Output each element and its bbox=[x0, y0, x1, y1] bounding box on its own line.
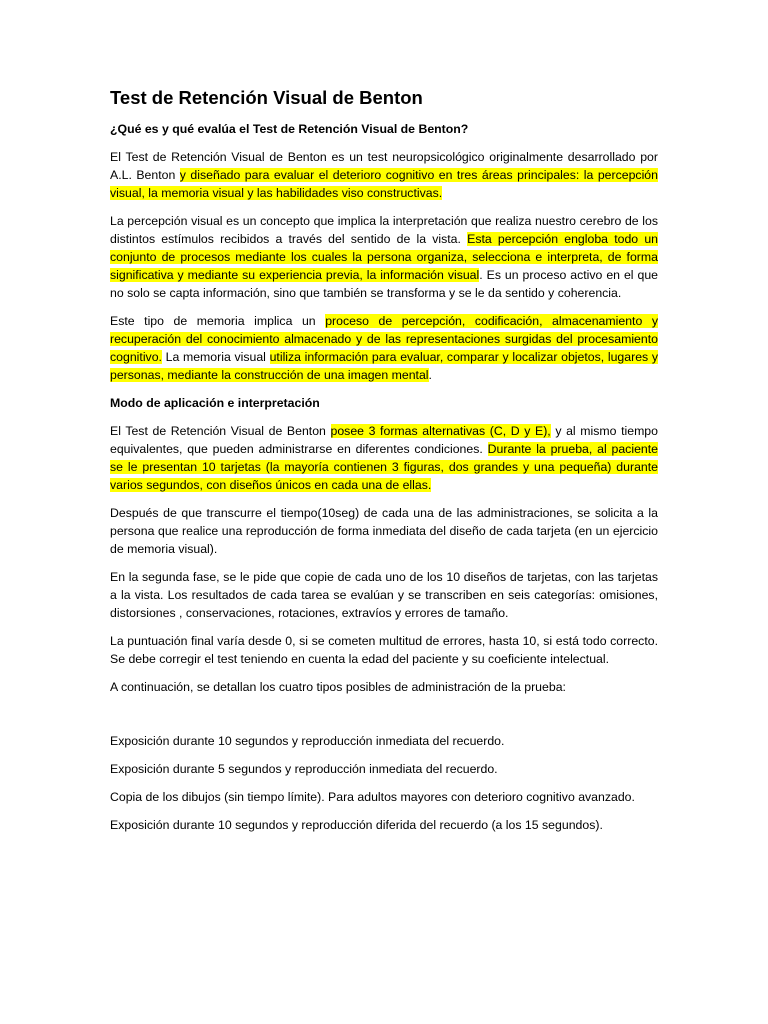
highlighted-text: utiliza información para evaluar, comparar y localizar objetos, lugares y personas, mediante la construcción de una imagen mental bbox=[110, 350, 658, 382]
highlighted-text: posee 3 formas alternativas (C, D y E), bbox=[330, 424, 551, 438]
highlighted-text: Durante la prueba, al paciente se le presentan 10 tarjetas (la mayoría contienen 3 figuras, dos grandes y una pequeña) durante varios segundos, con diseños únicos en cada una de ellas. bbox=[110, 442, 658, 492]
paragraph-visual-perception bbox=[110, 212, 658, 302]
paragraph-text: La percepción visual es un concepto que implica la interpretación que realiza nuestro cerebro de los distintos estímulos recibidos a través del sentido de la vista. bbox=[110, 214, 658, 246]
section-heading-application: Modo de aplicación e interpretación bbox=[110, 396, 320, 410]
highlighted-text: y diseñado para evaluar el deterioro cognitivo en tres áreas principales: la percepción visual, la memoria visual y las habilidades viso constructivas. bbox=[110, 168, 658, 200]
paragraph-scoring: La puntuación final varía desde 0, si se cometen multitud de errores, hasta 10, si está todo correcto. Se debe corregir el test teniendo en cuenta la edad del paciente y su coeficiente intelectual. bbox=[110, 634, 658, 666]
blank-space bbox=[110, 706, 658, 732]
paragraph-text: Este tipo de memoria implica un bbox=[110, 314, 326, 328]
paragraph-text: El Test de Retención Visual de Benton bbox=[110, 424, 331, 438]
highlighted-text: proceso de percepción, codificación, almacenamiento y recuperación del conocimiento almacenado y de las representaciones surgidas del procesamiento cognitivo. bbox=[110, 314, 658, 364]
paragraph-text: . Es un proceso activo en el que no solo se capta información, sino que también se transforma y se le da sentido y coherencia. bbox=[110, 268, 658, 300]
administration-type-item: Exposición durante 5 segundos y reproducción inmediata del recuerdo. bbox=[110, 762, 498, 776]
paragraph-forms bbox=[110, 422, 658, 494]
administration-type-item: Exposición durante 10 segundos y reproducción inmediata del recuerdo. bbox=[110, 734, 505, 748]
highlighted-text: Esta percepción engloba todo un conjunto de procesos mediante los cuales la persona organiza, selecciona e interpreta, de forma significativa y mediante su experiencia previa, la información visual bbox=[110, 232, 658, 282]
section-heading-what-is: ¿Qué es y qué evalúa el Test de Retención Visual de Benton? bbox=[110, 122, 469, 136]
paragraph-text: y al mismo tiempo equivalentes, que pueden administrarse en diferentes condiciones. bbox=[110, 424, 658, 456]
paragraph-administration-intro: A continuación, se detallan los cuatro tipos posibles de administración de la prueba: bbox=[110, 680, 566, 694]
administration-type-item: Copia de los dibujos (sin tiempo límite). Para adultos mayores con deterioro cognitivo avanzado. bbox=[110, 790, 635, 804]
paragraph-intro bbox=[110, 148, 658, 202]
paragraph-visual-memory bbox=[110, 312, 658, 384]
paragraph-text: La memoria visual bbox=[161, 350, 270, 364]
paragraph-text: . bbox=[428, 368, 432, 382]
paragraph-reproduction: Después de que transcurre el tiempo(10seg) de cada una de las administraciones, se solicita a la persona que realice una reproducción de forma inmediata del diseño de cada tarjeta (en un ejercicio de memoria visual). bbox=[110, 506, 658, 556]
document-page bbox=[110, 86, 658, 844]
administration-type-item: Exposición durante 10 segundos y reproducción diferida del recuerdo (a los 15 segundos). bbox=[110, 818, 603, 832]
page-title: Test de Retención Visual de Benton bbox=[110, 87, 423, 108]
paragraph-text: El Test de Retención Visual de Benton es un test neuropsicológico originalmente desarrollado por A.L. Benton bbox=[110, 150, 658, 182]
paragraph-second-phase: En la segunda fase, se le pide que copie de cada uno de los 10 diseños de tarjetas, con las tarjetas a la vista. Los resultados de cada tarea se evalúan y se transcriben en seis categorías: omisiones, distorsiones , conservaciones, rotaciones, extravíos y errores de tamaño. bbox=[110, 570, 658, 620]
